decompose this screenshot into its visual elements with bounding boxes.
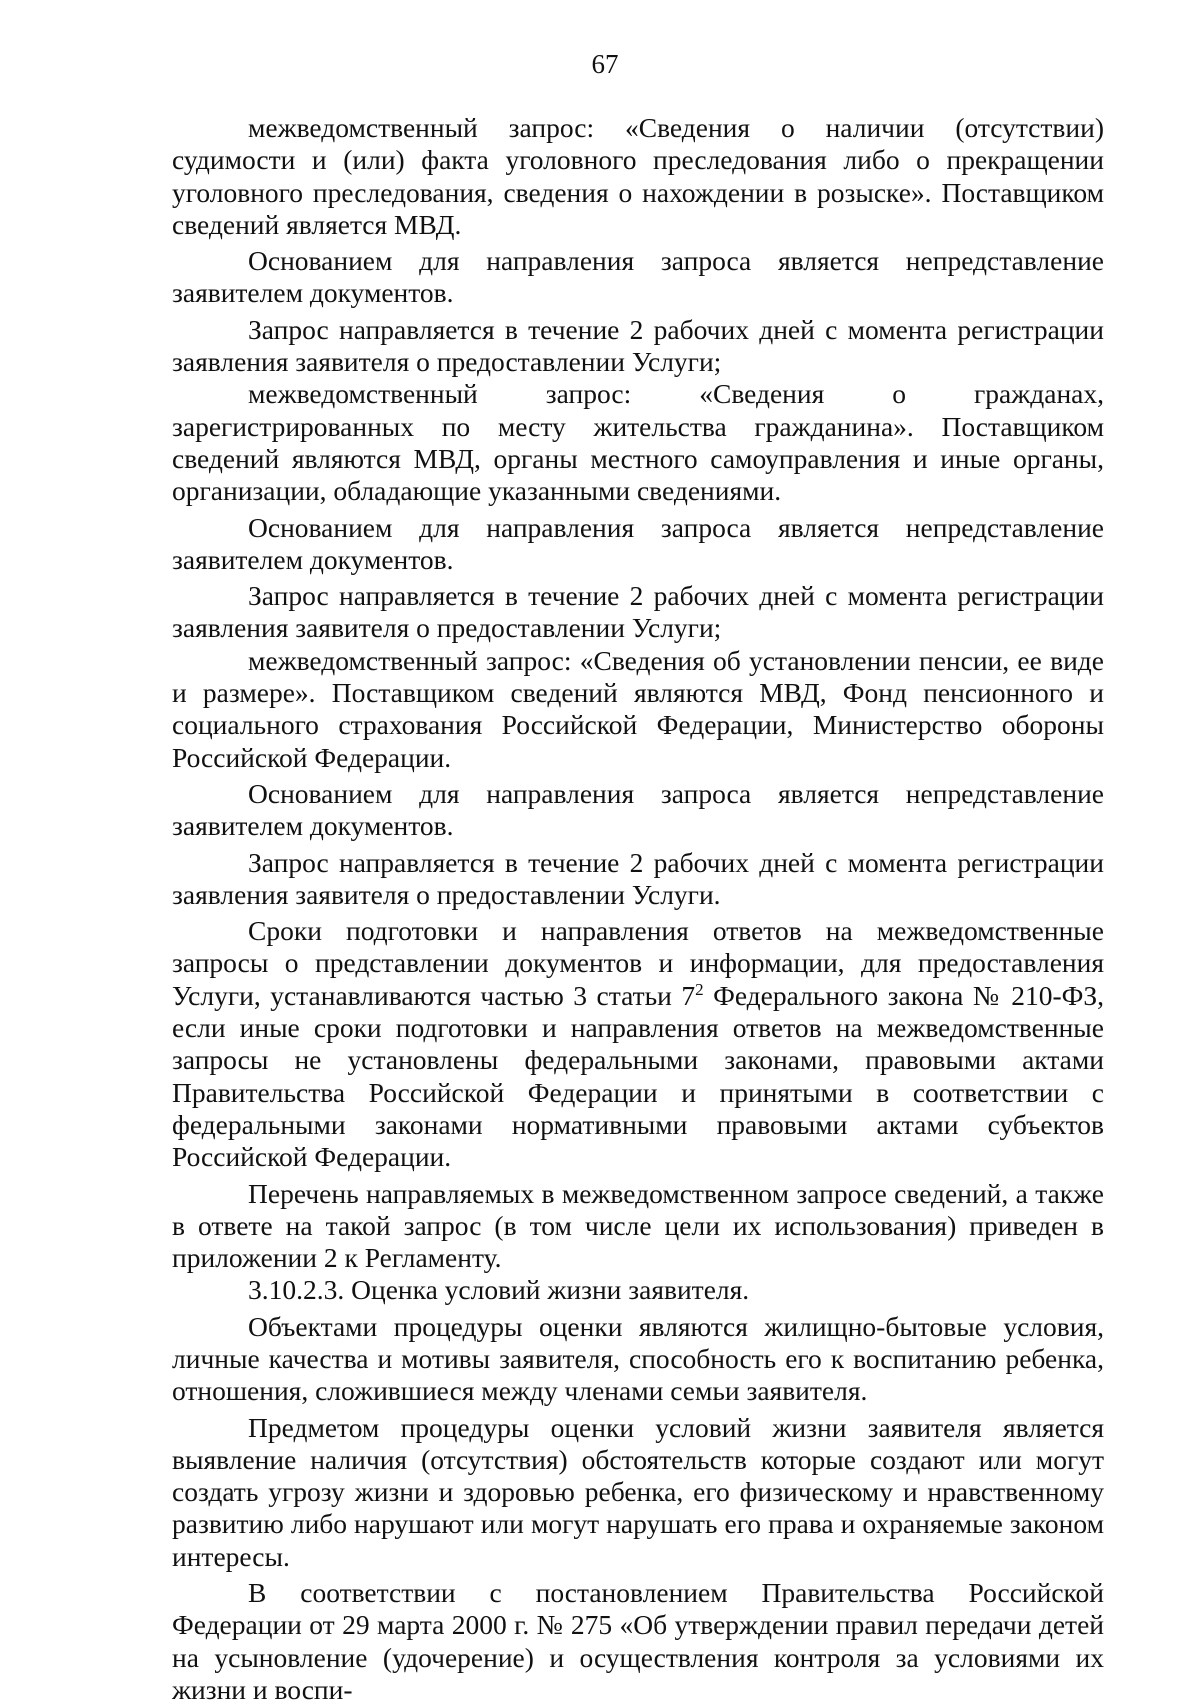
page-number: 67: [591, 49, 619, 79]
paragraph-3: Запрос направляется в течение 2 рабочих дней с момента регистрации заявления заявителя о предоставлении Услуги;: [172, 313, 1104, 378]
paragraph-14: Предметом процедуры оценки условий жизни заявителя является выявление наличия (отсутствия) обстоятельств которые создают или могут создать угрозу жизни и здоровью ребенка, его физическому и нравственному развитию либо нарушают или могут нарушать его права и охраняемые законом интересы.: [172, 1411, 1104, 1572]
paragraph-1: межведомственный запрос: «Сведения о наличии (отсутствии) судимости и (или) факта уголовного преследования либо о прекращении уголовного преследования, сведения о нахождении в розыске». Поставщиком сведений является МВД.: [172, 112, 1104, 240]
paragraph-11: Перечень направляемых в межведомственном запросе сведений, а также в ответе на такой запрос (в том числе цели их использования) приведен в приложении 2 к Регламенту.: [172, 1177, 1104, 1274]
paragraph-6: Запрос направляется в течение 2 рабочих дней с момента регистрации заявления заявителя о предоставлении Услуги;: [172, 580, 1104, 644]
paragraph-10-before: Сроки подготовки и направления ответов на межведомственные запросы о представлении документов и информации, для предоставления Услуги, устанавливаются частью 3 статьи 7: [172, 915, 1104, 1011]
section-heading-3-10-2-3: 3.10.2.3. Оценка условий жизни заявителя.: [248, 1274, 750, 1306]
paragraph-10: [172, 915, 1104, 1173]
paragraph-8: Основанием для направления запроса является непредставление заявителем документов.: [172, 777, 1104, 842]
paragraph-10-after: Федерального закона № 210-ФЗ, если иные сроки подготовки и направления ответов на межведомственные запросы не установлены федеральными законами, правовыми актами Правительства Российской Федерации и принятыми в соответствии с федеральными законами нормативными правовыми актами субъектов Российской Федерации.: [172, 979, 1104, 1173]
article-superscript: 2: [695, 979, 704, 999]
paragraph-7: межведомственный запрос: «Сведения об установлении пенсии, ее виде и размере». Поставщиком сведений являются МВД, Фонд пенсионного и социального страхования Российской Федерации, Министерство обороны Российской Федерации.: [172, 644, 1104, 773]
paragraph-9: Запрос направляется в течение 2 рабочих дней с момента регистрации заявления заявителя о предоставлении Услуги.: [172, 846, 1104, 910]
paragraph-5: Основанием для направления запроса является непредставление заявителем документов.: [172, 511, 1104, 575]
paragraph-4: межведомственный запрос: «Сведения о гражданах, зарегистрированных по месту жительства гражданина». Поставщиком сведений являются МВД, органы местного самоуправления и иные органы, организации, обладающие указанными сведениями.: [172, 378, 1104, 507]
paragraph-15: В соответствии с постановлением Правительства Российской Федерации от 29 марта 2000 г. № 275 «Об утверждении правил передачи детей на усыновление (удочерение) и осуществления контроля за условиями их жизни и воспи-: [172, 1577, 1104, 1705]
body-text: [172, 112, 1104, 1706]
paragraph-13: Объектами процедуры оценки являются жилищно-бытовые условия, личные качества и мотивы заявителя, способность его к воспитанию ребенка, отношения, сложившиеся между членами семьи заявителя.: [172, 1310, 1104, 1407]
paragraph-2: Основанием для направления запроса является непредставление заявителем документов.: [172, 245, 1104, 309]
